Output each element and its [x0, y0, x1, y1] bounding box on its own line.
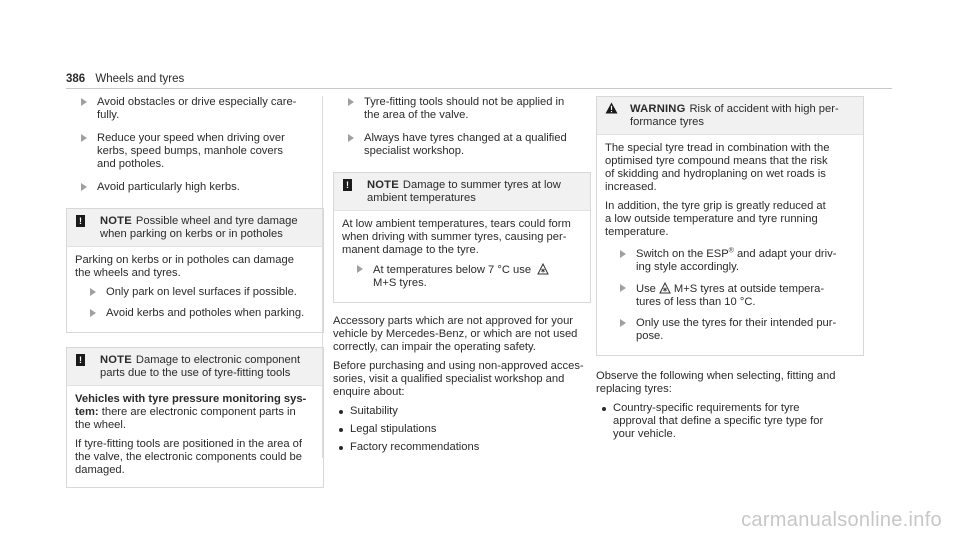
arrow-right-icon — [348, 98, 354, 106]
step-text: Always have tyres changed at a qualified specialist workshop. — [364, 132, 567, 157]
step-item — [75, 307, 315, 320]
note-box-electronic-damage — [66, 347, 324, 488]
step-text — [636, 248, 855, 274]
note-box-wheel-damage — [66, 208, 324, 333]
warning-heading: Risk of accident with high per- formance tyres — [630, 103, 839, 128]
exclamation-icon: ! — [343, 179, 352, 191]
note-subtitle-rest: there are electronic component parts in the wheel. — [75, 406, 296, 431]
step-item — [342, 263, 582, 290]
watermark: carmanualsonline.info — [741, 509, 942, 531]
note-keyword: NOTE — [367, 179, 399, 191]
arrow-right-icon — [357, 265, 363, 273]
purchase-paragraph: Before purchasing and using non-approved acces- sories, visit a qualified specialist workshop and enquire about: — [333, 360, 584, 398]
snowflake-mountain-icon — [659, 282, 671, 294]
step-text: Only use the tyres for their intended pur- pose. — [636, 317, 837, 342]
step-item — [333, 132, 591, 158]
list-item — [333, 423, 591, 436]
step-item — [66, 96, 324, 122]
arrow-right-icon — [81, 183, 87, 191]
list-item — [333, 441, 591, 454]
step-item — [333, 96, 591, 122]
step-text: Tyre-fitting tools should not be applied in the area of the valve. — [364, 96, 565, 121]
note-keyword: NOTE — [100, 354, 132, 366]
step-text — [373, 263, 582, 290]
note-body — [334, 211, 590, 302]
warning-text: In addition, the tyre grip is greatly reduced at a low outside temperature and tyre running temperature. — [605, 200, 826, 238]
note-subtitle: Vehicles with tyre pressure monitoring sys- tem: — [75, 393, 307, 418]
column-2 — [333, 96, 591, 459]
step-text — [636, 282, 855, 309]
step-text: Reduce your speed when driving over kerbs, speed bumps, manhole covers and potholes. — [97, 132, 285, 170]
exclamation-icon: ! — [76, 354, 85, 366]
step-item — [605, 282, 855, 309]
column-3 — [596, 96, 864, 446]
step-text-after: M+S tyres. — [373, 277, 427, 289]
page-header — [66, 73, 184, 86]
step-item — [605, 317, 855, 343]
enquiry-list — [333, 405, 591, 454]
step-text: Only park on level surfaces if possible. — [106, 286, 297, 298]
note-text: Parking on kerbs or in potholes can damage the wheels and tyres. — [75, 254, 294, 279]
note-text: At low ambient temperatures, tears could form when driving with summer tyres, causing per- manent damage to the tyre. — [342, 218, 571, 256]
step-item — [75, 286, 315, 299]
note-heading: Damage to electronic component parts due to the use of tyre-fitting tools — [100, 354, 301, 379]
bullet-dot — [602, 407, 606, 411]
note-heading: Damage to summer tyres at low ambient temperatures — [367, 179, 561, 204]
step-text-after: and adapt your driv- ing style accordingly. — [636, 248, 837, 273]
warning-triangle-icon — [605, 102, 618, 114]
note-heading-wrap — [100, 354, 300, 379]
arrow-right-icon — [81, 134, 87, 142]
step-text: Avoid kerbs and potholes when parking. — [106, 307, 305, 319]
list-item-text: Factory recommendations — [350, 441, 480, 453]
step-text-before: Use — [636, 283, 656, 295]
note-subtitle-para — [75, 393, 315, 432]
step-text-before: At temperatures below 7 °C use — [373, 264, 532, 276]
step-text: Avoid obstacles or drive especially care- fully. — [97, 96, 297, 121]
arrow-right-icon — [90, 309, 96, 317]
warning-box-high-performance-tyres — [596, 96, 864, 356]
selection-paragraph: Observe the following when selecting, fitting and replacing tyres: — [596, 370, 836, 395]
list-item — [333, 405, 591, 418]
step-text-after: M+S tyres at outside tempera- tures of less than 10 °C. — [636, 283, 825, 308]
step-item — [66, 132, 324, 171]
note-header — [334, 173, 590, 211]
note-keyword: NOTE — [100, 215, 132, 227]
list-item-text: Legal stipulations — [350, 423, 437, 435]
warning-header — [597, 97, 863, 135]
snowflake-mountain-icon — [537, 263, 549, 275]
arrow-right-icon — [620, 250, 626, 258]
note-body — [67, 386, 323, 487]
accessory-paragraph: Accessory parts which are not approved for your vehicle by Mercedes-Benz, or which are not used correctly, can impair the operating safety. — [333, 315, 578, 353]
note-header — [67, 209, 323, 247]
note-text: If tyre-fitting tools are positioned in the area of the valve, the electronic components could be damaged. — [75, 438, 302, 476]
bullet-dot — [339, 410, 343, 414]
note-heading-wrap — [367, 179, 561, 204]
step-text: Avoid particularly high kerbs. — [97, 181, 240, 193]
page-number: 386 — [66, 73, 86, 85]
column-divider — [322, 96, 323, 458]
note-heading-wrap — [100, 215, 298, 240]
note-body — [67, 247, 323, 332]
list-item-text: Suitability — [350, 405, 398, 417]
arrow-right-icon — [620, 284, 626, 292]
arrow-right-icon — [81, 98, 87, 106]
note-heading: Possible wheel and tyre damage when parking on kerbs or in potholes — [100, 215, 298, 240]
list-item — [596, 402, 864, 441]
list-item-text: Country-specific requirements for tyre approval that define a specific tyre type for your vehicle. — [613, 402, 824, 440]
step-item — [605, 248, 855, 274]
step-text-before: Switch on the ESP — [636, 248, 729, 260]
header-divider — [66, 88, 892, 89]
exclamation-icon: ! — [76, 215, 85, 227]
note-header — [67, 348, 323, 386]
column-1 — [66, 96, 324, 498]
note-box-summer-tyres — [333, 172, 591, 303]
warning-text: The special tyre tread in combination with the optimised tyre compound means that the risk of skidding and hydroplaning on wet roads is increased. — [605, 142, 830, 193]
bullet-dot — [339, 446, 343, 450]
registered-mark: ® — [728, 247, 734, 255]
warning-heading-wrap — [630, 103, 839, 128]
arrow-right-icon — [348, 134, 354, 142]
warning-keyword: WARNING — [630, 103, 686, 115]
requirements-list — [596, 402, 864, 441]
arrow-right-icon — [90, 288, 96, 296]
step-item — [66, 181, 324, 194]
warning-body — [597, 135, 863, 355]
arrow-right-icon — [620, 319, 626, 327]
section-title: Wheels and tyres — [95, 73, 185, 85]
bullet-dot — [339, 428, 343, 432]
